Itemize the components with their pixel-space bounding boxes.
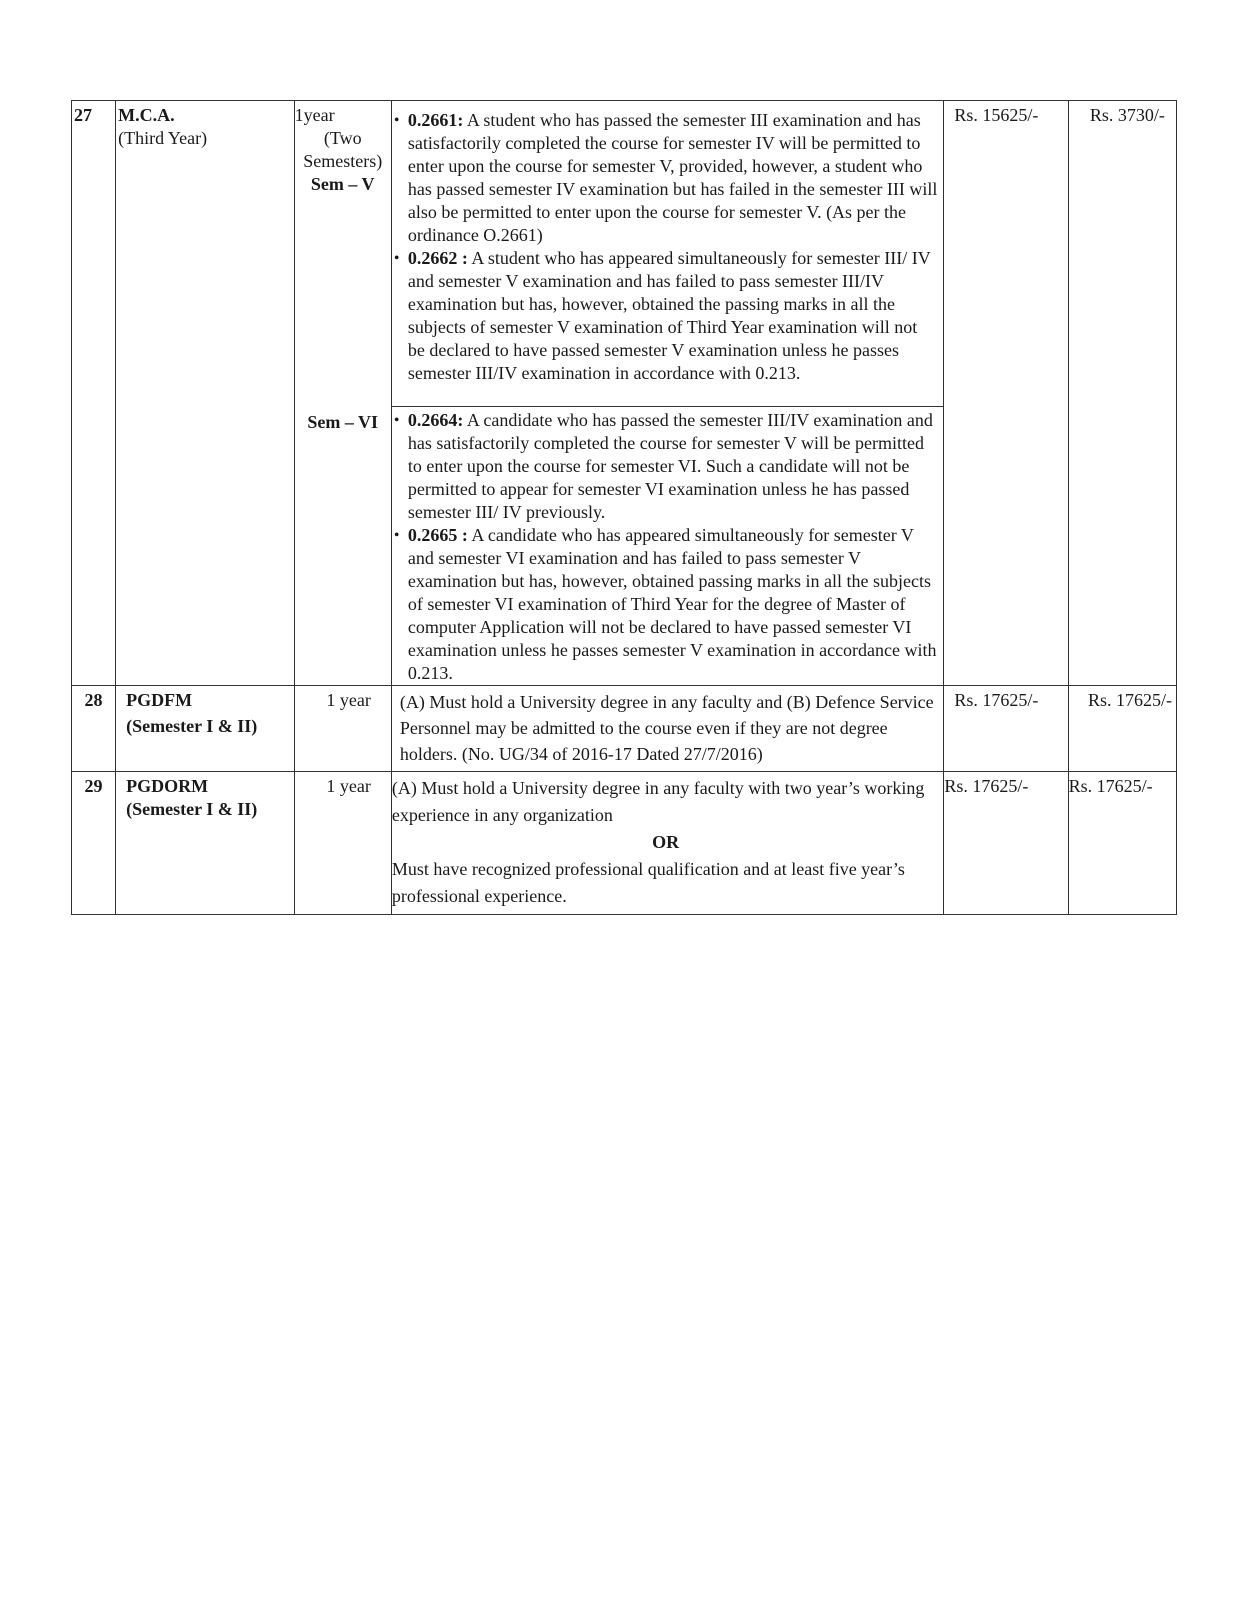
sem-v-eligibility: [392, 101, 944, 407]
course-name: PGDFM: [126, 690, 193, 710]
list-item: • 0.2661: A student who has passed the semester III examination and has satisfactorily completed the course for semester IV will be permitted to enter upon the course for semester V, provided, however, a student who has passed semester IV examination but has failed in the semester III will also be permitted to enter upon the course for semester V. (As per the ordinance O.2661): [393, 110, 938, 245]
course-cell: [116, 101, 294, 686]
course-cell: [116, 686, 294, 772]
course-subtitle: (Semester I & II): [126, 799, 258, 819]
or-separator: OR: [652, 832, 680, 852]
list-item: • 0.2664: A candidate who has passed the semester III/IV examination and has satisfactorily completed the course for semester V will be permitted to enter upon the course for semester VI. Such a candidate will not be permitted to appear for semester VI examination unless he has passed semester III/ IV previously.: [393, 410, 933, 522]
eligibility-option-b: Must have recognized professional qualification and at least five year’s professional experience.: [391, 859, 905, 906]
fee-cell: Rs. 15625/-: [944, 101, 1068, 686]
table-row: [72, 686, 1177, 772]
row-number: 28: [72, 686, 116, 772]
fee-cell: Rs. 17625/-: [944, 772, 1068, 915]
course-subtitle: (Third Year): [118, 128, 208, 148]
duration-years: 1year: [294, 105, 335, 125]
list-item: • 0.2662 : A student who has appeared simultaneously for semester III/ IV and semester V examination and has failed to pass semester III/IV examination but has, however, obtained the passing marks in all the subjects of semester V examination of Third Year examination will not be declared to have passed semester V examination unless he passes semester III/IV examination in accordance with 0.213.: [393, 248, 931, 383]
sem-vi-label: Sem – VI: [307, 412, 379, 432]
row-number: 29: [72, 772, 116, 915]
eligibility-cell: [391, 772, 944, 915]
sem-v-label: Sem – V: [310, 174, 375, 194]
duration-cell: 1 year: [294, 686, 391, 772]
duration-cell: 1 year: [294, 772, 391, 915]
eligibility-option-a: (A) Must hold a University degree in any faculty with two year’s working experience in any organization: [391, 778, 925, 825]
fee-cell: Rs. 17625/-: [944, 686, 1068, 772]
fee-cell-2: Rs. 17625/-: [1068, 686, 1176, 772]
fee-cell-2: Rs. 17625/-: [1068, 772, 1176, 915]
eligibility-cell: [391, 101, 944, 686]
table-row: [72, 772, 1177, 915]
table-row: [72, 101, 1177, 686]
eligibility-fee-table: [71, 100, 1177, 915]
eligibility-cell: (A) Must hold a University degree in any faculty and (B) Defence Service Personnel may be admitted to the course even if they are not degree holders. (No. UG/34 of 2016-17 Dated 27/7/2016): [391, 686, 944, 772]
duration-detail-2: Semesters): [303, 151, 383, 171]
fee-cell-2: Rs. 3730/-: [1068, 101, 1176, 686]
sem-vi-eligibility: [392, 407, 944, 685]
course-name: M.C.A.: [118, 105, 175, 125]
row-number: 27: [72, 101, 116, 686]
list-item: • 0.2665 : A candidate who has appeared simultaneously for semester V and semester VI examination and has failed to pass semester V examination but has, however, obtained passing marks in all the subjects of semester VI examination of Third Year for the degree of Master of computer Application will not be declared to have passed semester VI examination unless he passes semester V examination in accordance with 0.213.: [393, 525, 937, 683]
duration-detail: (Two: [323, 128, 362, 148]
course-name: PGDORM: [126, 776, 209, 796]
course-cell: [116, 772, 294, 915]
course-subtitle: (Semester I & II): [126, 716, 258, 736]
duration-cell: [294, 101, 391, 686]
